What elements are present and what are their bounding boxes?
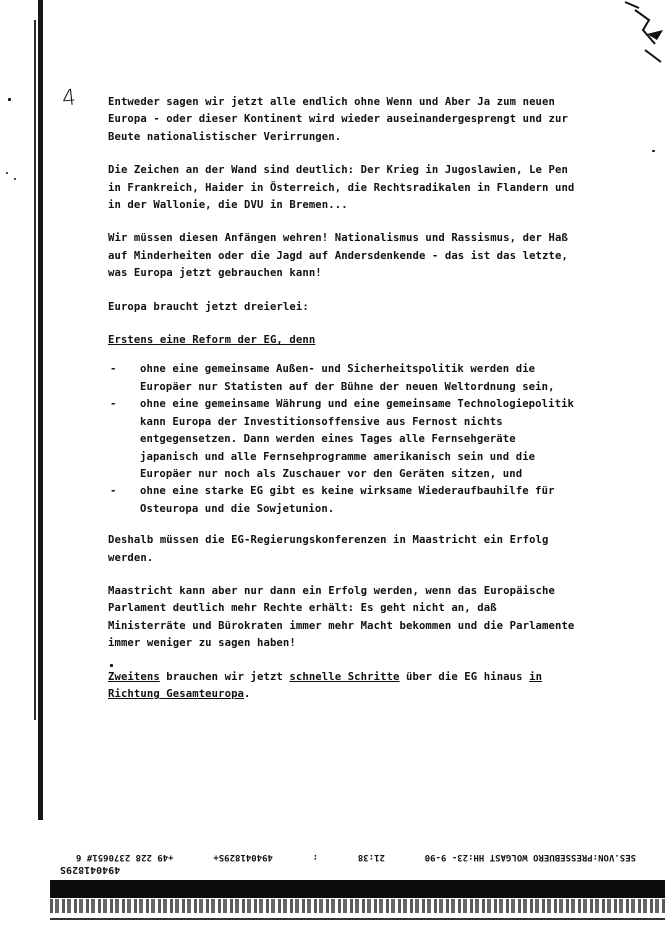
scan-edge-bar — [38, 0, 43, 820]
scan-bottom-line — [50, 918, 665, 920]
scan-edge-line — [34, 20, 36, 720]
section-heading-first: Erstens eine Reform der EG, denn — [108, 334, 316, 347]
paragraph: Wir müssen diesen Anfängen wehren! Nationalismus und Rassismus, der Haß auf Minderheiten oder die Jagd auf Andersdenkende - das ist das letzte, was Europa jetzt gebrauchen kann! — [108, 232, 568, 280]
fax-sender: SES.VON:PRESSEBUERO WOLGAST HH:23- 9-90 — [424, 852, 636, 862]
bullet: - — [110, 485, 117, 498]
paragraph: Die Zeichen an der Wand sind deutlich: Der Krieg in Jugoslawien, Le Pen in Frankreich, Haider in Österreich, die Rechtsradikalen in Flandern und in der Wallonie, die DVU in Bremen... — [108, 164, 575, 212]
list-item — [108, 361, 578, 396]
scan-speck — [6, 172, 8, 174]
list-item — [108, 396, 578, 483]
fax-code: 494041829S — [60, 864, 121, 875]
fax-separator: : — [312, 852, 319, 862]
fax-phone: +49 228 2370651# 6 — [76, 852, 174, 862]
scan-speck — [14, 178, 16, 180]
scan-speck — [652, 150, 655, 152]
list-item — [108, 483, 578, 518]
letter-body — [108, 94, 578, 719]
scan-corner-noise — [605, 0, 665, 70]
bullet: - — [110, 363, 117, 376]
reform-list — [108, 361, 578, 518]
text-run: brauchen wir jetzt — [159, 670, 290, 683]
scan-bottom-bar — [50, 880, 665, 898]
scan-speck — [8, 98, 11, 101]
list-item-text: ohne eine starke EG gibt es keine wirksame Wiederaufbauhilfe für Osteuropa und die Sowjetunion. — [140, 485, 555, 515]
text-run: . — [244, 687, 251, 700]
underlined-text: in Richtung Gesamteuropa — [108, 670, 543, 700]
paragraph: Deshalb müssen die EG-Regierungskonferenzen in Maastricht ein Erfolg werden. — [108, 534, 549, 564]
underlined-text: schnelle Schritte — [289, 670, 400, 683]
fax-header-line — [76, 846, 636, 862]
paragraph: Entweder sagen wir jetzt alle endlich ohne Wenn und Aber Ja zum neuen Europa - oder dieser Kontinent wird wieder auseinandergesprengt und zur Beute nationalistischer Verirrungen. — [108, 96, 568, 143]
closing-paragraph — [108, 669, 578, 704]
fax-recipient: 494041829S+ — [213, 852, 273, 862]
text-run: über die EG hinaus — [399, 670, 530, 683]
paragraph: Europa braucht jetzt dreierlei: — [108, 300, 309, 313]
list-item-text: ohne eine gemeinsame Außen- und Sicherheitspolitik werden die Europäer nur Statisten auf der Bühne der neuen Weltordnung sein, — [140, 363, 555, 393]
paragraph: Maastricht kann aber nur dann ein Erfolg werden, wenn das Europäische Parlament deutlich mehr Rechte erhält: Es geht nicht an, daß Ministerräte und Bürokraten immer mehr Macht bekommen und die Parlamente immer weniger zu sagen haben! — [108, 584, 575, 650]
page-number: 4 — [60, 85, 78, 112]
fax-time: 21:38 — [357, 852, 385, 862]
bullet: - — [110, 398, 117, 411]
scan-bottom-noise — [50, 899, 665, 913]
list-item-text: ohne eine gemeinsame Währung und eine gemeinsame Technologiepolitik kann Europa der Investitionsoffensive aus Fernost nichts entgegensetzen. Dann werden eines Tages alle Fernsehgeräte japanisch und alle Fernsehprogramme amerikanisch sein und die Europäer nur noch als Zuschauer vor den Geräten sitzen, und — [140, 398, 575, 480]
underlined-text: Zweitens — [108, 670, 160, 683]
